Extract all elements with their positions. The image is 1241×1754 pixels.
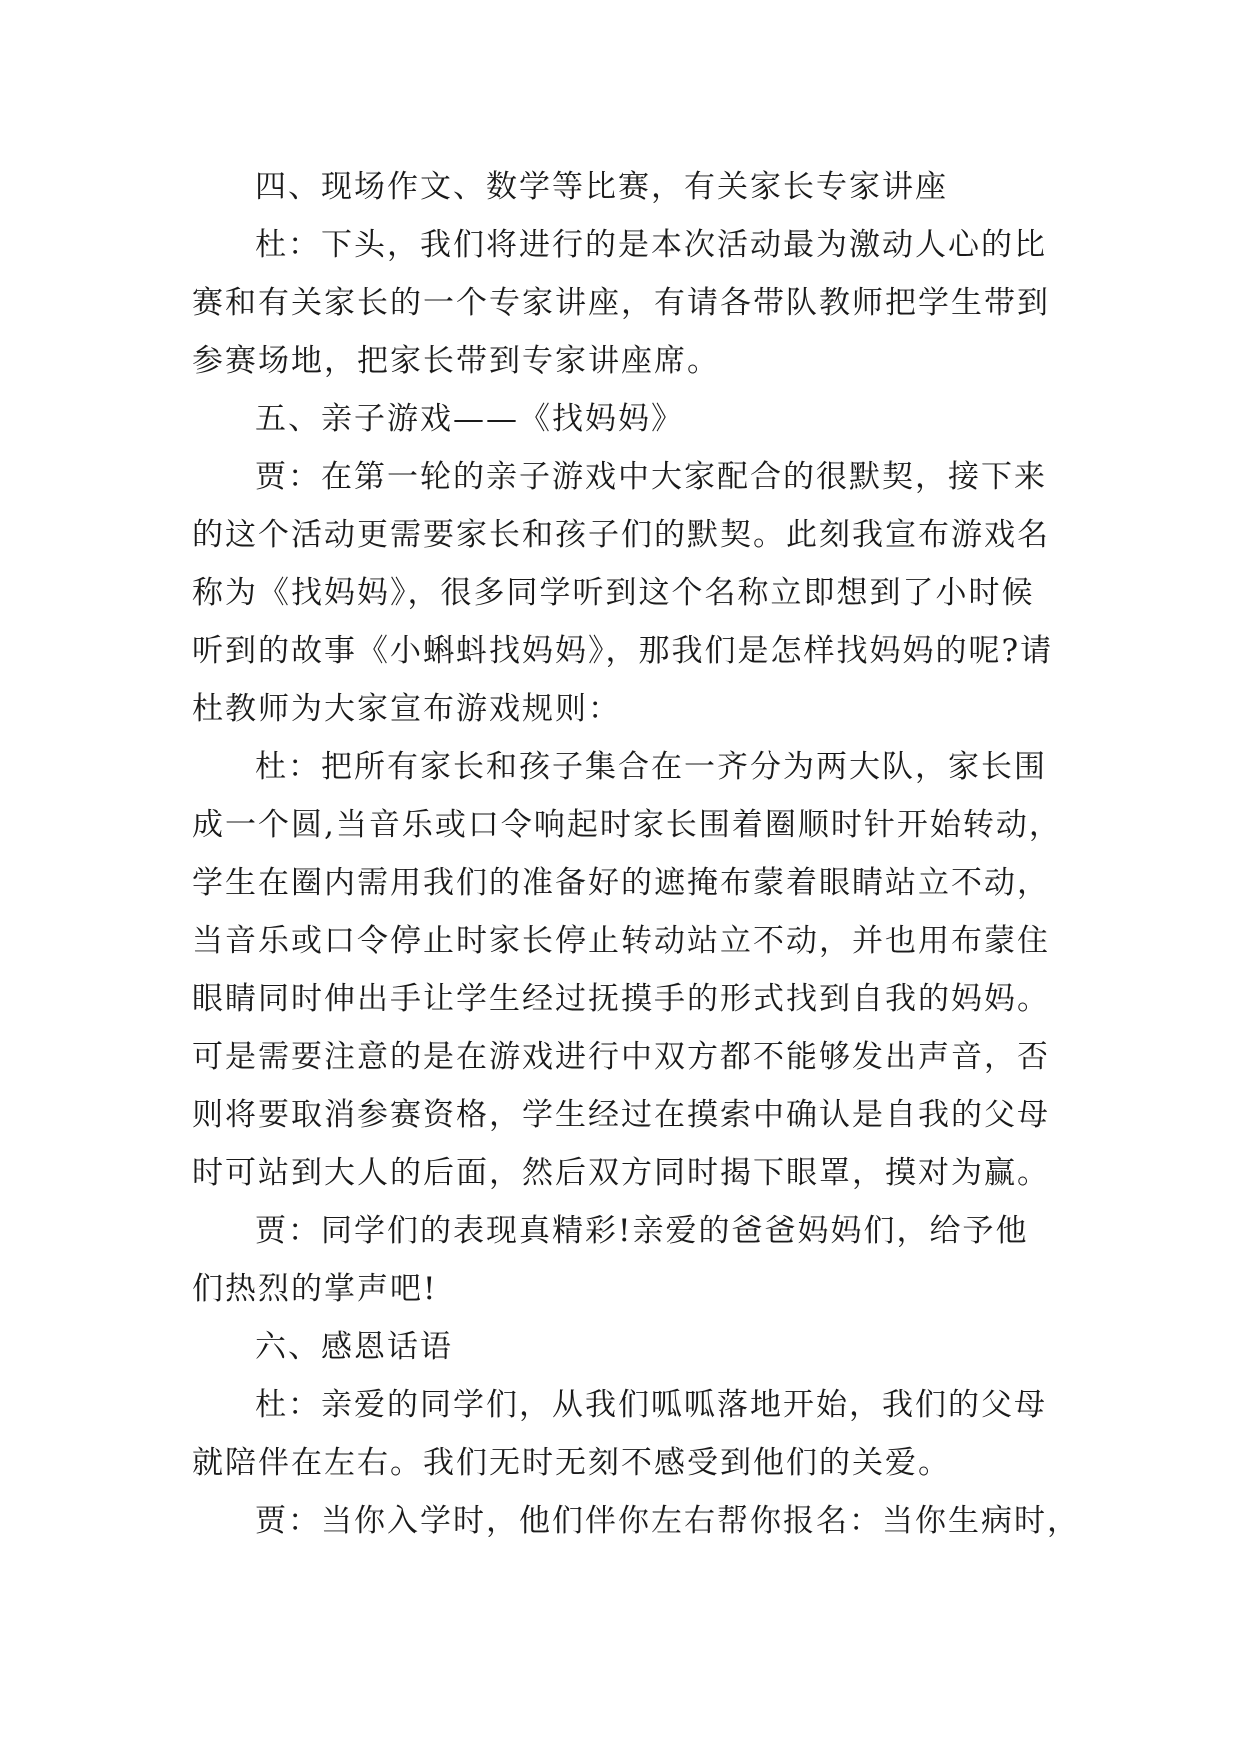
paragraph-line: 当音乐或口令停止时家长停止转动站立不动，并也用布蒙住 — [192, 923, 1050, 959]
paragraph-line: 杜：把所有家长和孩子集合在一齐分为两大队，家长围 — [255, 749, 1047, 785]
paragraph-line: 杜：亲爱的同学们，从我们呱呱落地开始，我们的父母 — [255, 1387, 1047, 1423]
paragraph-line: 可是需要注意的是在游戏进行中双方都不能够发出声音，否 — [192, 1039, 1050, 1075]
paragraph-line: 们热烈的掌声吧! — [192, 1271, 438, 1307]
section-heading-4: 四、现场作文、数学等比赛，有关家长专家讲座 — [255, 169, 948, 205]
paragraph-line: 称为《找妈妈》，很多同学听到这个名称立即想到了小时候 — [192, 575, 1035, 611]
paragraph-line: 参赛场地，把家长带到专家讲座席。 — [192, 343, 720, 379]
paragraph-line: 杜：下头，我们将进行的是本次活动最为激动人心的比 — [255, 227, 1047, 263]
document-body — [192, 158, 1080, 1550]
paragraph-line: 杜教师为大家宣布游戏规则： — [192, 691, 621, 727]
paragraph-line: 贾：同学们的表现真精彩!亲爱的爸爸妈妈们，给予他 — [255, 1213, 1029, 1249]
section-heading-5: 五、亲子游戏——《找妈妈》 — [255, 401, 684, 437]
paragraph-line: 贾：当你入学时，他们伴你左右帮你报名：当你生病时， — [255, 1503, 1080, 1539]
paragraph-line: 的这个活动更需要家长和孩子们的默契。此刻我宣布游戏名 — [192, 517, 1050, 553]
paragraph-line: 学生在圈内需用我们的准备好的遮掩布蒙着眼睛站立不动， — [192, 865, 1050, 901]
paragraph-line: 贾：在第一轮的亲子游戏中大家配合的很默契，接下来 — [255, 459, 1047, 495]
paragraph-line: 听到的故事《小蝌蚪找妈妈》，那我们是怎样找妈妈的呢?请 — [192, 633, 1054, 669]
paragraph-line: 就陪伴在左右。我们无时无刻不感受到他们的关爱。 — [192, 1445, 951, 1481]
paragraph-line: 时可站到大人的后面，然后双方同时揭下眼罩，摸对为赢。 — [192, 1155, 1050, 1191]
paragraph-line: 赛和有关家长的一个专家讲座，有请各带队教师把学生带到 — [192, 285, 1050, 321]
paragraph-line: 则将要取消参赛资格，学生经过在摸索中确认是自我的父母 — [192, 1097, 1050, 1133]
paragraph-line: 眼睛同时伸出手让学生经过抚摸手的形式找到自我的妈妈。 — [192, 981, 1050, 1017]
section-heading-6: 六、感恩话语 — [255, 1329, 453, 1365]
paragraph-line: 成一个圆,当音乐或口令响起时家长围着圈顺时针开始转动， — [192, 807, 1062, 843]
